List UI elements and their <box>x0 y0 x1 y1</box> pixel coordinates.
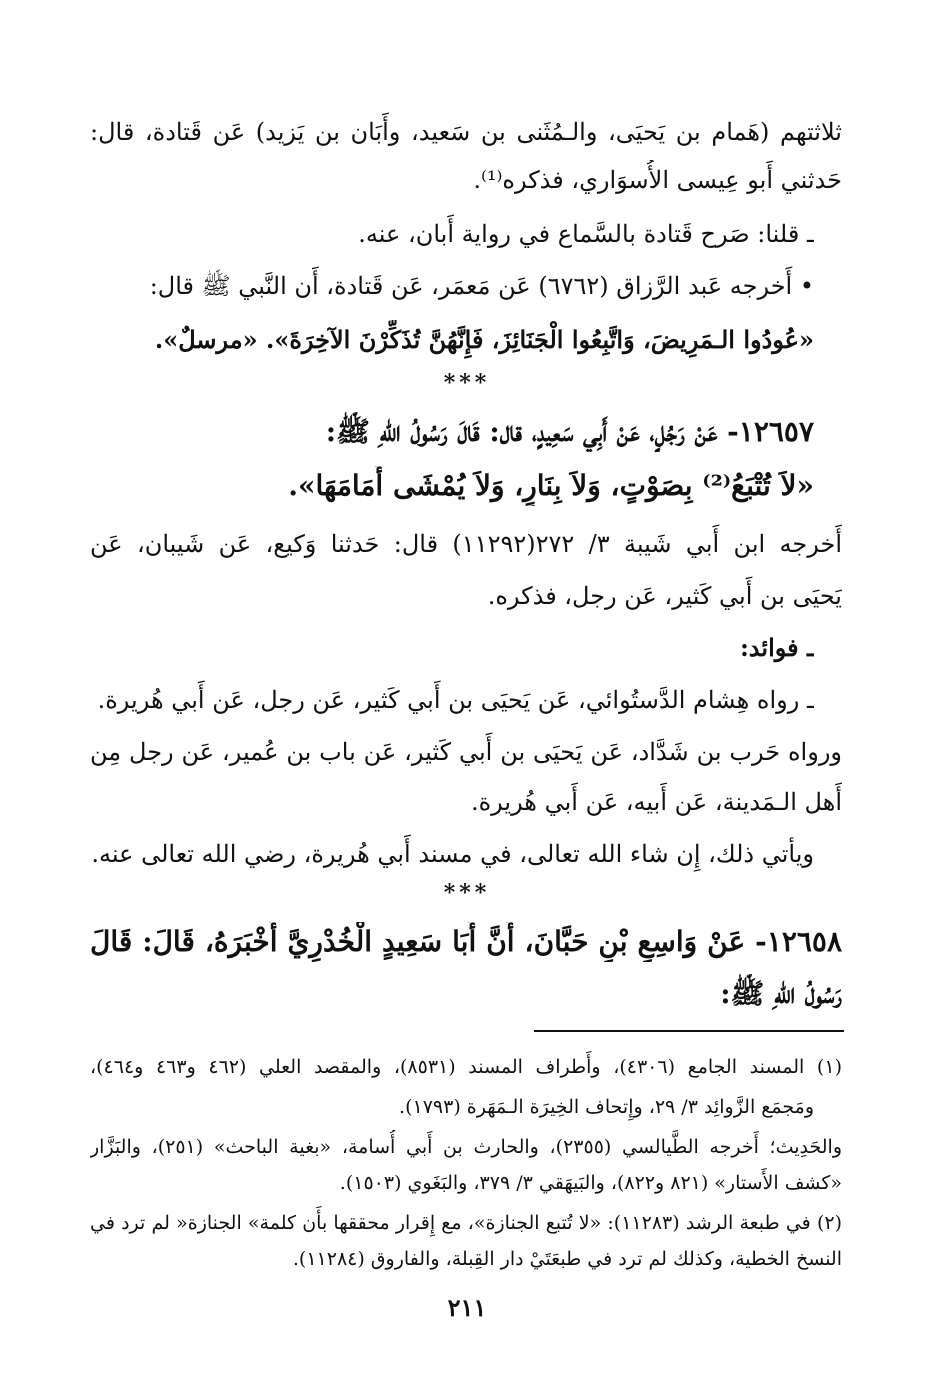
text-line-fawaid-3: أَهل الـمَدينة، عَن أَبيه، عَن أَبي هُريرة. <box>470 788 842 816</box>
hadith-12657-isnad: ١٢٦٥٧- عَنْ رَجُلٍ، عَنْ أَبِي سَعِيدٍ، قال: قَالَ رَسُولُ اللهِ ﷺ: <box>325 415 814 448</box>
footnote-1-line-1: (١) المسند الجامع (٤٣٠٦)، وأَطراف المسند (٨٥٣١)، والمقصد العلي (٤٦٢ و٤٦٣ و٤٦٤)، <box>90 1056 842 1078</box>
hadith-12657-matn: «لاَ تُتْبَعُ⁽²⁾ بِصَوْتٍ، وَلاَ بِنَارٍ، وَلاَ يُمْشَى أَمَامَهَا». <box>288 469 814 502</box>
text-line-takhrij-ibn-abi-shayba: أَخرجه ابن أَبي شَيبة ٣/ ٢٧٢(١١٢٩٢) قال: حَدثنا وَكيع، عَن شَيبان، عَن <box>90 530 842 558</box>
section-separator-stars: *** <box>443 370 491 396</box>
footnote-1-line-3: والحَدِيث؛ أَخرجه الطَّيالسي (٢٣٥٥)، والحارث بن أَبي أُسامة، «بغية الباحث» (٢٥١)، والبَزَّار <box>90 1136 842 1158</box>
text-line-takhrij-abdulrazzaq: • أَخرجه عَبد الرَّزاق (٦٧٦٢) عَن مَعمَر، عَن قَتادة، أَن النَّبي ﷺ قال: <box>149 272 814 300</box>
text-line-fawaid-1: ـ رواه هِشام الدَّستُوائي، عَن يَحيَى بن أَبي كَثير، عَن رجل، عَن أَبي هُريرة. <box>97 686 814 714</box>
text-line-note: ـ قلنا: صَرح قَتادة بالسَّماع في رواية أَبان، عنه. <box>358 220 814 248</box>
footnote-1-line-2: ومَجمَع الزَّوائِد ٣/ ٢٩، وإِتحاف الخِيرَة الـمَهَرة (١٧٩٣). <box>399 1096 814 1118</box>
section-separator-stars-2: *** <box>443 880 491 906</box>
footnote-divider <box>534 1030 844 1032</box>
hadith-12658-isnad: ١٢٦٥٨- عَنْ وَاسِعِ بْنِ حَبَّانَ، أَنَّ أَبَا سَعِيدٍ الْخُدْرِيَّ أَخْبَرَهُ، قَالَ: قَالَ <box>90 925 842 958</box>
text-line-chain: ثلاثتهم (هَمام بن يَحيَى، والـمُثَنى بن سَعيد، وأَبَان بن يَزيد) عَن قَتادة، قال: <box>90 118 842 146</box>
fawaid-heading: ـ فوائد: <box>739 633 814 662</box>
footnote-1-line-4: «كشف الأَستار» (٨٢١ و٨٢٢)، والبَيهَقي ٣/ ٣٧٩، والبَغَوي (١٥٠٣). <box>339 1172 842 1194</box>
text-line-hadith-matn-mursal: «عُودُوا الـمَرِيضَ، وَاتَّبِعُوا الْجَنَائِزَ، فَإِنَّهُنَّ تُذَكِّرْنَ الآخِرَةَ». «مرسلٌ». <box>154 325 814 354</box>
hadith-12658-isnad-end: رَسُولُ اللهِ ﷺ: <box>720 977 842 1010</box>
text-line-fawaid-2: ورواه حَرب بن شَدَّاد، عَن يَحيَى بن أَبي كَثير، عَن باب بن عُمير، عَن رجل مِن <box>90 738 842 766</box>
page-number: ٢١١ <box>447 1293 487 1322</box>
text-line-fawaid-4: ويأتي ذلك، إِن شاء الله تعالى، في مسند أَبي هُريرة، رضي الله تعالى عنه. <box>91 840 814 868</box>
footnote-2-line-1: (٢) في طبعة الرشد (١١٢٨٣): «لا تُتبع الجنازة»، مع إِقرار محققها بأَن كلمة» الجنازة« لم ترد في <box>90 1212 842 1234</box>
footnote-2-line-2: النسخ الخطية، وكذلك لم ترد في طبعَتَيْ دار القِبلة، والفاروق (١١٢٨٤). <box>292 1248 842 1270</box>
text-line-chain-end: حَدثني أَبو عِيسى الأُسوَاري، فذكره⁽¹⁾. <box>473 166 842 194</box>
text-line-takhrij-end: يَحيَى بن أَبي كَثير، عَن رجل، فذكره. <box>487 582 842 610</box>
